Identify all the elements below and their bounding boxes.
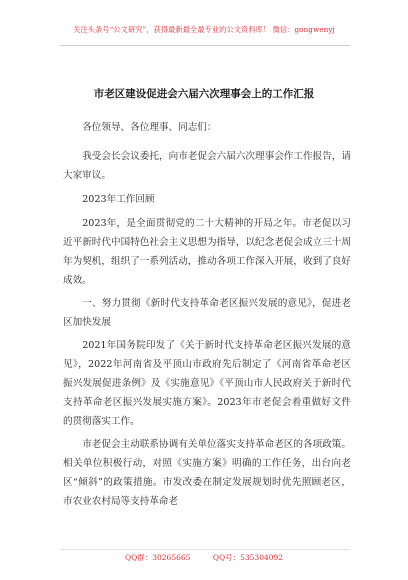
qq-number-label: QQ号：535304092 bbox=[212, 553, 284, 562]
footer-bar bbox=[0, 552, 408, 563]
top-banner: 关注头条号“公文研究”，获得最新最全最专业的公文资料库！ 微信：gongwenyj bbox=[73, 25, 335, 34]
body-paragraph: 2023年，是全面贯彻党的二十大精神的开局之年。市老促以习近平新时代中国特色社会主义思想为指导，以纪念老促会成立三十周年为契机，组织了一系列活动，推动各项工作深入开展，收到了良好成效。 bbox=[63, 218, 351, 286]
body-paragraph: 市老促会主动联系协调有关单位落实支持革命老区的各项政策。相关单位积极行动，对照《实施方案》明确的工作任务，出台向老区“倾斜”的政策措施。市发改委在制定发展规划时优先照顾老区，市农业农村局等支持革命老 bbox=[63, 439, 351, 507]
body-paragraph: 我受会长会议委托，向市老促会六届六次理事会作工作报告，请大家审议。 bbox=[63, 151, 351, 181]
header-divider bbox=[60, 45, 350, 46]
section-heading: 2023年工作回顾 bbox=[82, 194, 155, 205]
footer-divider bbox=[60, 549, 350, 550]
body-paragraph: 2021年国务院印发了《关于新时代支持革命老区振兴发展的意见》，2022年河南省及平顶山市政府先后制定了《河南省革命老区振兴发展促进条例》及《实施意见》《平顶山市人民政府关于新时代支持革命老区振兴发展实施方案》。2023年市老促会着重做好文件的贯彻落实工作。 bbox=[63, 340, 351, 427]
document-title: 市老区建设促进会六届六次理事会上的工作汇报 bbox=[93, 88, 315, 100]
salutation-paragraph: 各位领导、各位理事、同志们： bbox=[82, 122, 217, 133]
qq-group-label: QQ群：30265665 bbox=[124, 553, 191, 562]
document-body bbox=[63, 118, 351, 511]
subsection-heading: 一、努力贯彻《新时代支持革命老区振兴发展的意见》，促进老区加快发展 bbox=[63, 298, 351, 328]
